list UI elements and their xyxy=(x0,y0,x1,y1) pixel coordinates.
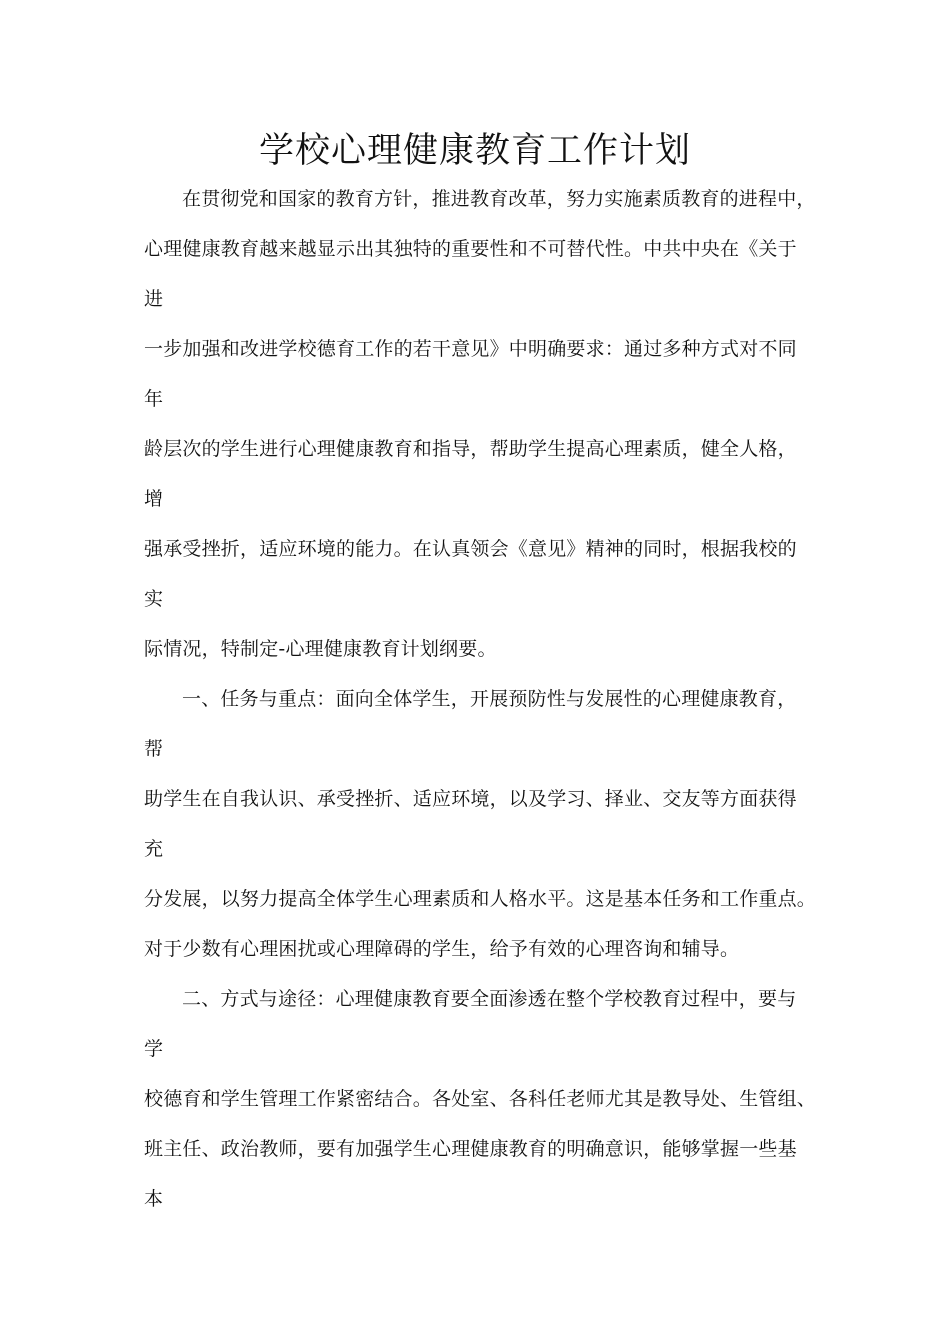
paragraph-line: 际情况，特制定-心理健康教育计划纲要。 xyxy=(144,638,497,660)
paragraph-line: 校德育和学生管理工作紧密结合。各处室、各科任老师尤其是教导处、生管组、 xyxy=(144,1088,817,1110)
paragraph-line: 增 xyxy=(144,488,164,510)
paragraph-line: 进 xyxy=(144,288,164,310)
paragraph-line: 对于少数有心理困扰或心理障碍的学生，给予有效的心理咨询和辅导。 xyxy=(144,938,740,960)
paragraph-line: 分发展，以努力提高全体学生心理素质和人格水平。这是基本任务和工作重点。 xyxy=(144,888,817,910)
paragraph-line: 学 xyxy=(144,1038,164,1060)
paragraph-line: 帮 xyxy=(144,738,164,760)
section-heading-line: 二、方式与途径：心理健康教育要全面渗透在整个学校教育过程中，要与 xyxy=(182,988,797,1010)
section-heading-line: 一、任务与重点：面向全体学生，开展预防性与发展性的心理健康教育， xyxy=(182,688,797,710)
document-title: 学校心理健康教育工作计划 xyxy=(258,131,691,171)
paragraph-line: 充 xyxy=(144,838,164,860)
paragraph-line: 强承受挫折，适应环境的能力。在认真领会《意见》精神的同时，根据我校的 xyxy=(144,538,797,560)
paragraph-line: 一步加强和改进学校德育工作的若干意见》中明确要求：通过多种方式对不同 xyxy=(144,338,797,360)
paragraph-line: 龄层次的学生进行心理健康教育和指导，帮助学生提高心理素质，健全人格， xyxy=(144,438,797,460)
paragraph-line: 在贯彻党和国家的教育方针，推进教育改革，努力实施素质教育的进程中， xyxy=(182,188,816,210)
paragraph-line: 本 xyxy=(144,1188,164,1210)
paragraph-line: 班主任、政治教师，要有加强学生心理健康教育的明确意识，能够掌握一些基 xyxy=(144,1138,797,1160)
paragraph-line: 年 xyxy=(144,388,164,410)
paragraph-line: 实 xyxy=(144,588,164,610)
paragraph-line: 心理健康教育越来越显示出其独特的重要性和不可替代性。中共中央在《关于 xyxy=(144,238,797,260)
paragraph-line: 助学生在自我认识、承受挫折、适应环境，以及学习、择业、交友等方面获得 xyxy=(144,788,797,810)
